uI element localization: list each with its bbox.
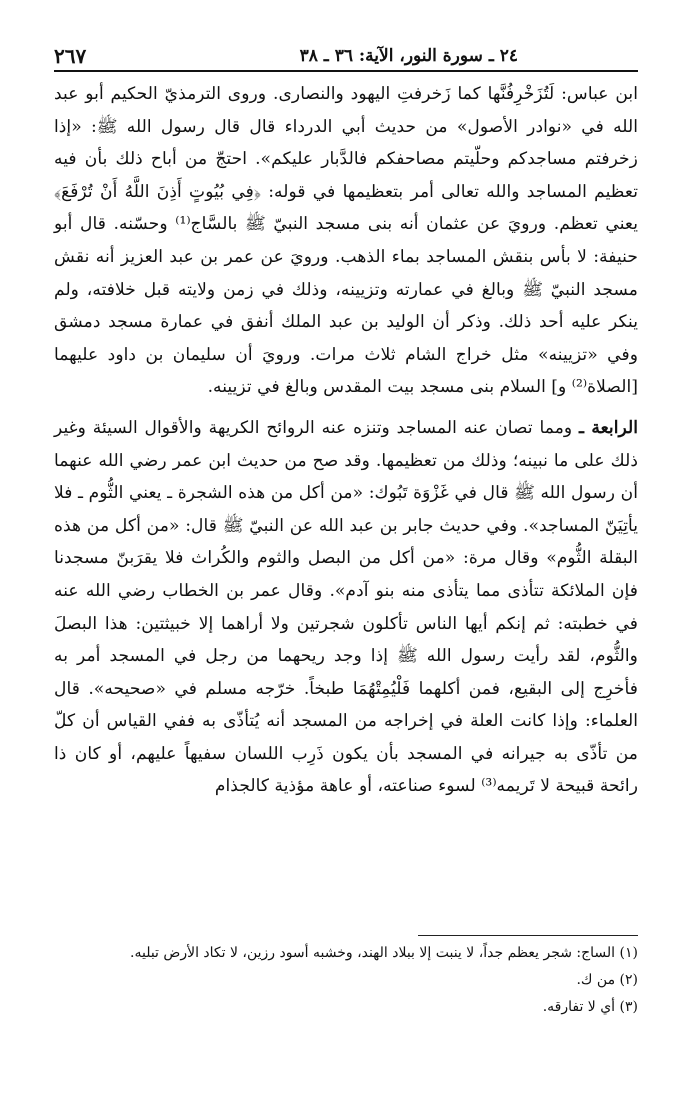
footnote-2: (٢) من ك.: [576, 972, 638, 988]
page-header: [54, 40, 638, 72]
running-title: ٢٤ ـ سورة النور، الآية: ٣٦ ـ ٣٨: [299, 46, 518, 66]
page-number: ٢٦٧: [54, 44, 87, 68]
paragraph-1: ابن عباس: لَتُزَخْرِفُنَّها كما زَخرفتِ اليهود والنصارى. وروى الترمذيّ الحكيم أبو عبد الله في «نوادر الأصول» من حديث أبي الدرداء قال قال رسول الله ﷺ: «إذا زخرفتم مساجدكم وحلّيتم مصاحفكم فالدَّبار عليكم». احتجّ من أباح ذلك بأن فيه تعظيم المساجد والله تعالى أمر بتعظيمها في قوله: ﴿فِي بُيُوتٍ أَذِنَ اللَّهُ أَنْ تُرْفَعَ﴾ يعني تعظم. ورويَ عن عثمان أنه بنى مسجد النبيّ ﷺ بالسَّاج⁽¹⁾ وحسّنه. قال أبو حنيفة: لا بأس بنقش المساجد بماء الذهب. ورويَ عن عمر بن عبد العزيز أنه نقش مسجد النبيّ ﷺ وبالغ في عمارته وتزيينه، وذلك في زمن ولايته قبل خلافته، ولم ينكر عليه أحد ذلك. وذكر أن الوليد بن عبد الملك أنفق في عمارة مسجد دمشق وفي «تزيينه» مثل خراج الشام ثلاث مرات. ورويَ أن سليمان بن داود عليهما [الصلاة⁽²⁾ و] السلام بنى مسجد بيت المقدس وبالغ في تزيينه.: [54, 84, 638, 398]
paragraph-2: [54, 412, 638, 803]
main-text: [54, 78, 638, 803]
footnote-divider: [418, 935, 638, 936]
paragraph-2-text: ومما تصان عنه المساجد وتنزه عنه الروائح الكريهة والأقوال السيئة وغير ذلك على ما نبينه؛ وذلك من تعظيمها. وقد صح من حديث ابن عمر رضي الله عنهما أن رسول الله ﷺ قال في غَزْوَة تَبُوك: «من أكل من هذه الشجرة ـ يعني الثُّوم ـ فلا يأتِيَنّ المساجد». وفي حديث جابر بن عبد الله عن النبيّ ﷺ قال: «من أكل من هذه البقلة الثُّوم» وقال مرة: «من أكل من البصل والثوم والكُراث فلا يقرَبنّ مسجدنا فإن الملائكة تتأذى مما يتأذى منه بنو آدم». وقال عمر بن الخطاب رضي الله عنه في خطبته: ثم إنكم أيها الناس تأكلون شجرتين ولا أراهما إلا خبيثتين: هذا البصلَ والثُّوم، لقد رأيت رسول الله ﷺ إذا وجد ريحهما من رجل في المسجد أمر به فأخرِج إلى البقيع، فمن أكلهما فَلْيُمِتْهُمَا طبخاً. خرّجه مسلم في «صحيحه». قال العلماء: وإذا كانت العلة في إخراجه من المسجد أنه يُتأذّى به ففي القياس أن كلّ من تأذّى به جيرانه في المسجد بأن يكون ذَرِب اللسان سفيهاً عليهم، أو كان ذا رائحة قبيحة لا تَريمه⁽³⁾ لسوء صناعته، أو عاهة مؤذية كالجذام: [54, 417, 638, 797]
footnote-1: (١) الساج: شجر يعظم جداً، لا ينبت إلا ببلاد الهند، وخشبه أسود رزين، لا تكاد الأرض تبليه.: [130, 945, 638, 961]
footnotes: [54, 940, 638, 1021]
footnote-3: (٣) أي لا تفارقه.: [542, 999, 638, 1015]
paragraph-2-lead: الرابعة ـ: [579, 417, 638, 438]
